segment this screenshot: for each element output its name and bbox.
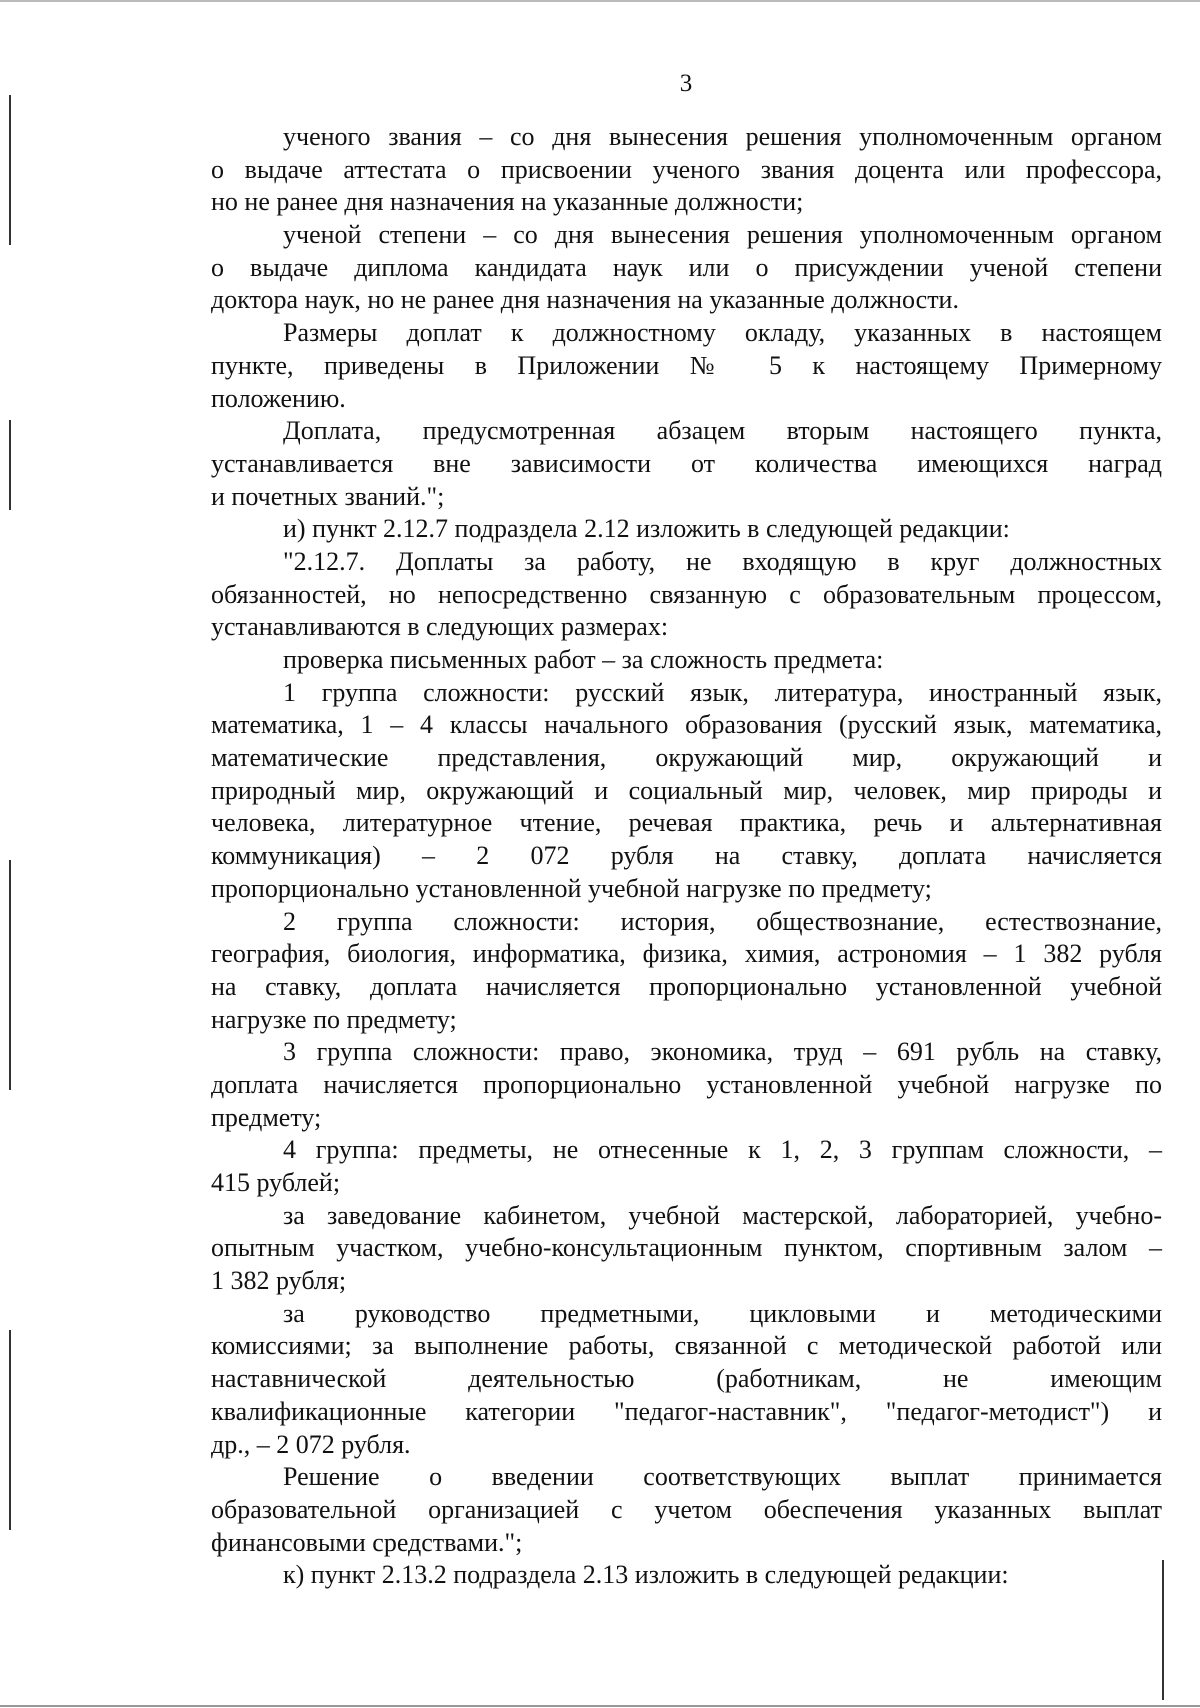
scan-edge-left — [9, 95, 11, 245]
text-line: предмету; — [211, 1102, 322, 1132]
text-line: и) пункт 2.12.7 подраздела 2.12 изложить в следующей редакции: — [283, 514, 1010, 544]
text-line: коммуникация) – 2 072 рубля на ставку, доплата начисляется — [211, 841, 1162, 871]
scan-edge-left — [9, 860, 11, 1090]
text-line: пункте, приведены в Приложении № 5 к настоящему Примерному — [211, 350, 1162, 380]
text-line: за руководство предметными, цикловыми и методическими — [283, 1298, 1162, 1328]
text-line: квалификационные категории "педагог-наставник", "педагог-методист") и — [211, 1396, 1162, 1426]
text-line: образовательной организацией с учетом обеспечения указанных выплат — [211, 1494, 1162, 1524]
text-line: 1 группа сложности: русский язык, литература, иностранный язык, — [283, 677, 1162, 707]
page-number: 3 — [679, 70, 693, 97]
text-line: проверка письменных работ – за сложность предмета: — [283, 645, 884, 674]
text-line: география, биология, информатика, физика, химия, астрономия – 1 382 рубля — [211, 939, 1162, 969]
scan-edge-top — [0, 0, 1200, 2]
text-line: финансовыми средствами."; — [211, 1527, 523, 1557]
text-line: положению. — [211, 383, 346, 413]
text-line: опытным участком, учебно-консультационным пунктом, спортивным залом – — [211, 1233, 1162, 1263]
text-line: Решение о введении соответствующих выплат принимается — [283, 1462, 1162, 1492]
text-line: но не ранее дня назначения на указанные должности; — [211, 187, 804, 217]
text-line: нагрузке по предмету; — [211, 1004, 457, 1034]
text-line: о выдаче аттестата о присвоении ученого звания доцента или профессора, — [211, 154, 1162, 184]
text-line: и почетных званий."; — [211, 481, 445, 511]
text-line: обязанностей, но непосредственно связанную с образовательным процессом, — [211, 579, 1162, 609]
text-line: др., – 2 072 рубля. — [211, 1429, 411, 1459]
document-body — [211, 121, 1162, 1592]
text-line: математические представления, окружающий мир, окружающий и — [211, 743, 1162, 773]
scan-edge-left — [9, 420, 11, 510]
text-line: Размеры доплат к должностному окладу, указанных в настоящем — [283, 318, 1162, 348]
text-line: 415 рублей; — [211, 1168, 341, 1197]
scan-edge-left — [9, 1330, 11, 1530]
text-line: 2 группа сложности: история, обществознание, естествознание, — [283, 906, 1162, 936]
text-line: о выдаче диплома кандидата наук или о присуждении ученой степени — [211, 252, 1162, 282]
text-line: пропорционально установленной учебной нагрузке по предмету; — [211, 873, 932, 903]
text-line: 1 382 рубля; — [211, 1266, 347, 1296]
text-line: математика, 1 – 4 классы начального образования (русский язык, математика, — [211, 710, 1162, 740]
text-line: устанавливается вне зависимости от количества имеющихся наград — [211, 448, 1162, 478]
text-line: к) пункт 2.13.2 подраздела 2.13 изложить в следующей редакции: — [283, 1560, 1009, 1590]
text-line: доктора наук, но не ранее дня назначения на указанные должности. — [211, 285, 959, 315]
text-line: 4 группа: предметы, не отнесенные к 1, 2, 3 группам сложности, – — [283, 1135, 1162, 1165]
text-line: человека, литературное чтение, речевая практика, речь и альтернативная — [211, 808, 1162, 838]
text-line: ученой степени – со дня вынесения решения уполномоченным органом — [283, 220, 1162, 250]
text-line: "2.12.7. Доплаты за работу, не входящую в круг должностных — [283, 546, 1162, 576]
text-line: наставнической деятельностью (работникам, не имеющим — [211, 1364, 1162, 1394]
text-line: устанавливаются в следующих размерах: — [211, 612, 669, 642]
text-line: ученого звания – со дня вынесения решения уполномоченным органом — [283, 122, 1162, 151]
scan-edge-right — [1162, 1560, 1164, 1700]
text-line: комиссиями; за выполнение работы, связанной с методической работой или — [211, 1331, 1162, 1361]
text-line: на ставку, доплата начисляется пропорционально установленной учебной — [211, 971, 1162, 1001]
text-line: Доплата, предусмотренная абзацем вторым настоящего пункта, — [283, 416, 1162, 446]
text-line: 3 группа сложности: право, экономика, труд – 691 рубль на ставку, — [283, 1037, 1162, 1067]
scan-edge-bottom — [0, 1705, 1200, 1707]
text-line: за заведование кабинетом, учебной мастерской, лабораторией, учебно- — [283, 1200, 1162, 1230]
text-line: природный мир, окружающий и социальный мир, человек, мир природы и — [211, 775, 1162, 805]
text-line: доплата начисляется пропорционально установленной учебной нагрузке по — [211, 1069, 1162, 1099]
